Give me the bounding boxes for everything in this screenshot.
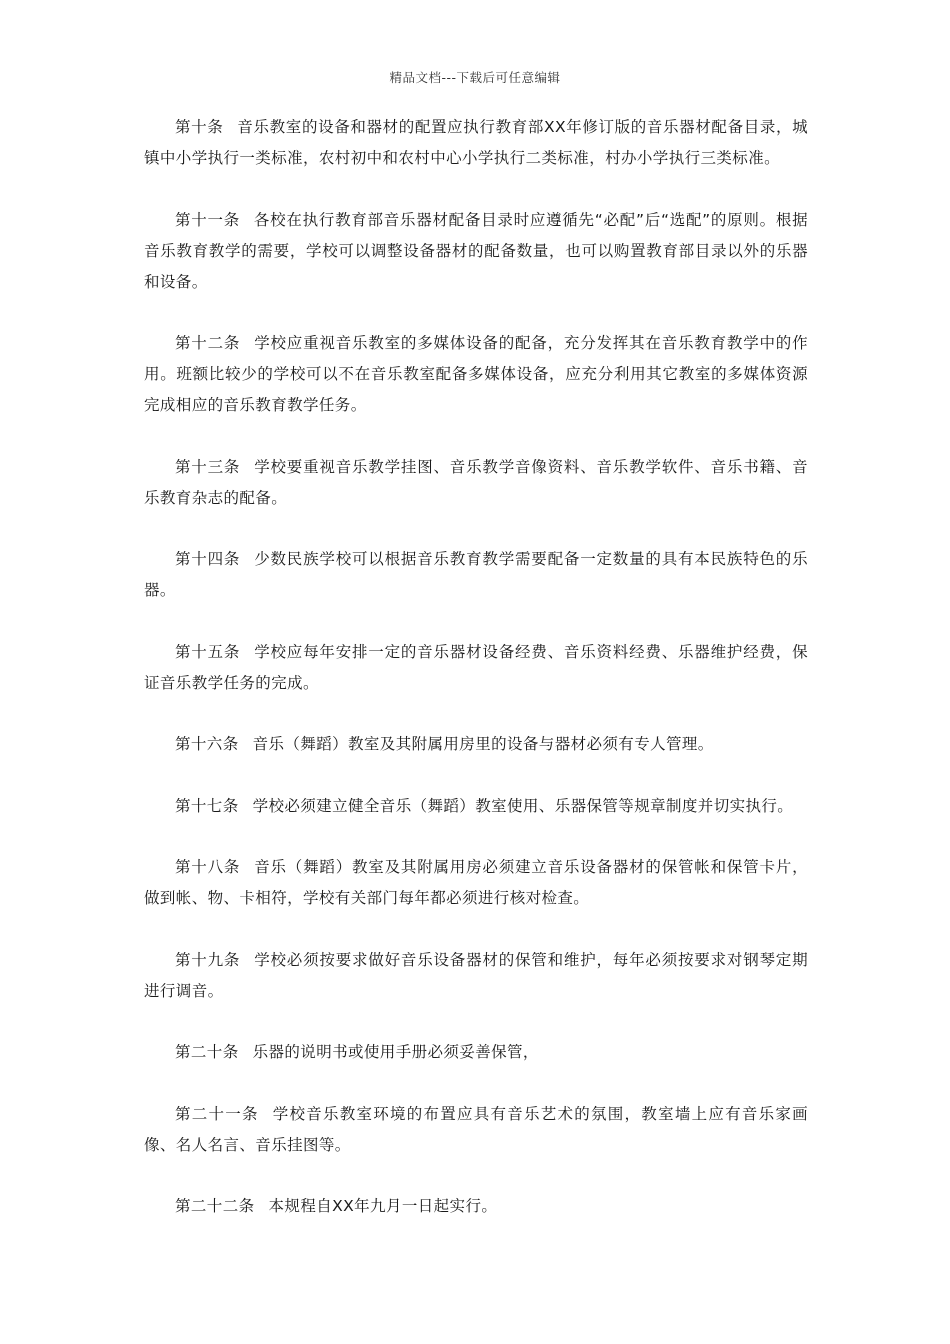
article-number: 第十七条 <box>175 796 239 815</box>
article-number: 第二十一条 <box>175 1104 259 1123</box>
article-16 <box>144 729 808 760</box>
article-number: 第十八条 <box>175 858 241 876</box>
article-number: 第十五条 <box>175 642 241 661</box>
article-text: 本规程自XX年九月一日起实行。 <box>268 1197 498 1215</box>
article-number: 第二十二条 <box>175 1197 255 1215</box>
article-text: 学校必须按要求做好音乐设备器材的保管和维护，每年必须按要求对钢琴定期进行调音。 <box>144 950 808 1000</box>
article-text: 少数民族学校可以根据音乐教育教学需要配备一定数量的具有本民族特色的乐器。 <box>144 550 808 599</box>
article-number: 第十九条 <box>175 950 241 969</box>
article-number: 第十六条 <box>175 735 239 753</box>
document-body <box>144 112 808 1253</box>
article-22 <box>144 1191 808 1222</box>
article-number: 第十二条 <box>175 334 241 352</box>
article-text: 音乐教室的设备和器材的配置应执行教育部XX年修订版的音乐器材配备目录，城镇中小学执行一类标准，农村初中和农村中心小学执行二类标准，村办小学执行三类标准。 <box>144 118 808 167</box>
article-text: 学校必须建立健全音乐（舞蹈）教室使用、乐器保管等规章制度并切实执行。 <box>252 796 794 815</box>
article-number: 第十条 <box>175 118 224 136</box>
article-number: 第十一条 <box>175 210 240 229</box>
article-number: 第十三条 <box>175 457 241 476</box>
article-number: 第二十条 <box>175 1043 239 1061</box>
page-header: 精品文档---下载后可任意编辑 <box>389 70 561 85</box>
article-10 <box>144 112 808 174</box>
article-text: 学校要重视音乐教学挂图、音乐教学音像资料、音乐教学软件、音乐书籍、音乐教育杂志的配备。 <box>144 457 808 507</box>
article-21 <box>144 1099 808 1161</box>
article-18 <box>144 852 808 914</box>
article-text: 学校音乐教室环境的布置应具有音乐艺术的氛围，教室墙上应有音乐家画像、名人名言、音乐挂图等。 <box>144 1104 808 1154</box>
article-text: 音乐（舞蹈）教室及其附属用房里的设备与器材必须有专人管理。 <box>252 735 714 753</box>
article-number: 第十四条 <box>175 550 241 568</box>
article-11 <box>144 205 808 298</box>
article-17 <box>144 791 808 822</box>
article-text: 乐器的说明书或使用手册必须妥善保管， <box>252 1043 539 1061</box>
article-14 <box>144 544 808 606</box>
article-text: 学校应每年安排一定的音乐器材设备经费、音乐资料经费、乐器维护经费，保证音乐教学任务的完成。 <box>144 642 808 692</box>
article-text: 学校应重视音乐教室的多媒体设备的配备，充分发挥其在音乐教育教学中的作用。班额比较少的学校可以不在音乐教室配备多媒体设备，应充分利用其它教室的多媒体资源完成相应的音乐教育教学任务。 <box>144 334 808 414</box>
article-20 <box>144 1037 808 1068</box>
article-text: 音乐（舞蹈）教室及其附属用房必须建立音乐设备器材的保管帐和保管卡片，做到帐、物、卡相符，学校有关部门每年都必须进行核对检查。 <box>144 858 808 907</box>
article-15 <box>144 637 808 699</box>
article-12 <box>144 328 808 421</box>
article-13 <box>144 452 808 514</box>
article-19 <box>144 945 808 1007</box>
article-text: 各校在执行教育部音乐器材配备目录时应遵循先“必配”后“选配”的原则。根据音乐教育教学的需要，学校可以调整设备器材的配备数量，也可以购置教育部目录以外的乐器和设备。 <box>144 210 808 291</box>
